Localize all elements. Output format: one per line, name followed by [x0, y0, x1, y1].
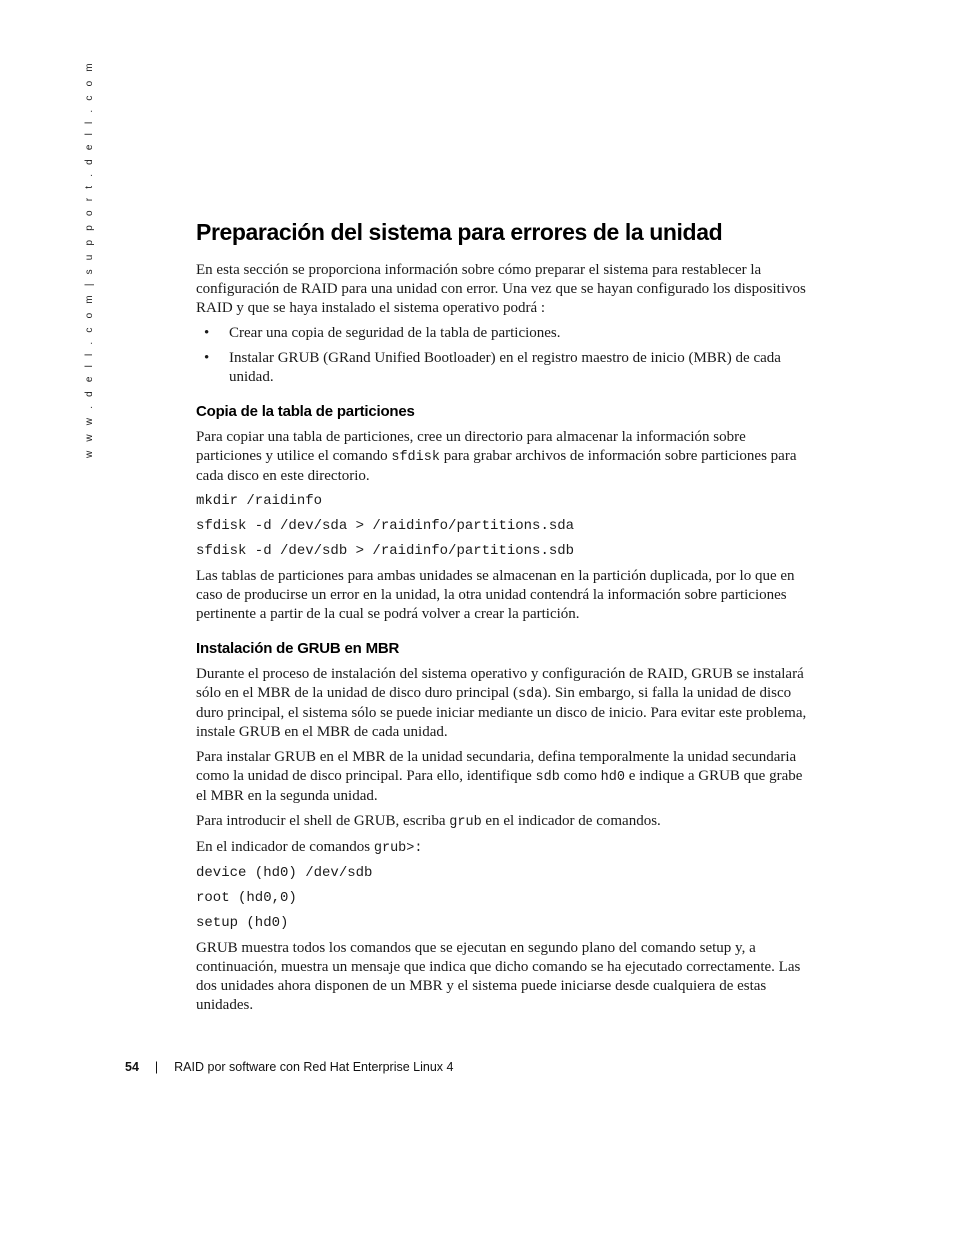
- intro-bullet-list: [196, 324, 814, 387]
- bullet-icon: •: [204, 350, 210, 366]
- text-segment: e indique a GRUB que grabe el MBR en la segunda unidad.: [196, 768, 803, 804]
- inline-code: grub: [449, 815, 482, 830]
- grub-prompt-paragraph: [196, 838, 814, 858]
- footer-title: RAID por software con Red Hat Enterprise Linux 4: [174, 1060, 454, 1074]
- page-content: [196, 214, 814, 1021]
- text-segment: para grabar archivos de información sobre particiones para cada disco en este directorio.: [196, 448, 797, 484]
- text-segment: ). Sin embargo, si falla la unidad de disco duro principal, el sistema sólo se puede iniciar mediante un disco de inicio. Para evitar este problema, instale GRUB en el MBR de cada unidad.: [196, 685, 807, 740]
- page-number: 54: [125, 1060, 139, 1074]
- text-segment: Durante el proceso de instalación del sistema operativo y configuración de RAID, GRUB se instalará sólo en el MBR de la unidad de disco duro principal (: [196, 666, 804, 701]
- list-item: [196, 349, 814, 387]
- code-line: device (hd0) /dev/sdb: [196, 865, 373, 881]
- code-line: mkdir /raidinfo: [196, 493, 323, 509]
- bullet-text: Crear una copia de seguridad de la tabla de particiones.: [229, 325, 561, 341]
- bullet-icon: •: [204, 325, 210, 341]
- partition-storage-paragraph: Las tablas de particiones para ambas unidades se almacenan en la partición duplicada, por lo que en caso de producirse un error en la unidad, la otra unidad contendrá la información sobre particiones pertinente a partir de la cual se podrá volver a crear la partición.: [196, 568, 795, 622]
- inline-code: sda: [518, 687, 543, 702]
- inline-code: sfdisk: [391, 450, 440, 465]
- intro-paragraph: En esta sección se proporciona información sobre cómo preparar el sistema para restablecer la configuración de RAID para una unidad con error. Una vez que se hayan configurado los dispositivos RAID y que se haya instalado el sistema operativo podrá :: [196, 262, 806, 316]
- section-heading-partition-copy: Copia de la tabla de particiones: [196, 403, 415, 420]
- inline-code: hd0: [600, 770, 625, 785]
- bullet-text: Instalar GRUB (GRand Unified Bootloader) en el registro maestro de inicio (MBR) de cada unidad.: [229, 350, 781, 385]
- code-line: sfdisk -d /dev/sdb > /raidinfo/partitions.sdb: [196, 543, 575, 559]
- text-segment: Para introducir el shell de GRUB, escriba: [196, 813, 450, 829]
- grub-intro-paragraph: [196, 665, 814, 742]
- code-line: root (hd0,0): [196, 890, 297, 906]
- list-item: [196, 324, 814, 343]
- code-line: setup (hd0): [196, 915, 289, 931]
- page-title: Preparación del sistema para errores de la unidad: [196, 219, 723, 245]
- grub-shell-paragraph: [196, 812, 814, 832]
- inline-code: sdb: [535, 770, 560, 785]
- text-segment: Para instalar GRUB en el MBR de la unidad secundaria, defina temporalmente la unidad secundaria como la unidad de disco principal. Para ello, identifique: [196, 749, 797, 784]
- text-segment: como: [559, 768, 601, 784]
- side-url: w w w . d e l l . c o m | s u p p o r t . d e l l . c o m: [84, 60, 95, 458]
- text-segment: Para copiar una tabla de particiones, cree un directorio para almacenar la información sobre particiones y utilice el comando: [196, 429, 746, 464]
- grub-result-paragraph: GRUB muestra todos los comandos que se ejecutan en segundo plano del comando setup y, a continuación, muestra un mensaje que indica que dicho comando se ha ejecutado correctamente. Las dos unidades ahora disponen de un MBR y el sistema puede iniciarse desde cualquiera de estas unidades.: [196, 940, 801, 1013]
- code-line: sfdisk -d /dev/sda > /raidinfo/partitions.sda: [196, 518, 575, 534]
- text-segment: en el indicador de comandos.: [481, 813, 661, 829]
- page-footer: [125, 1060, 453, 1074]
- grub-secondary-paragraph: [196, 748, 814, 806]
- section-heading-grub-install: Instalación de GRUB en MBR: [196, 640, 400, 657]
- text-segment: En el indicador de comandos: [196, 839, 374, 855]
- footer-separator: |: [154, 1060, 159, 1074]
- inline-code: grub>:: [373, 841, 423, 856]
- partition-copy-paragraph: [196, 428, 814, 486]
